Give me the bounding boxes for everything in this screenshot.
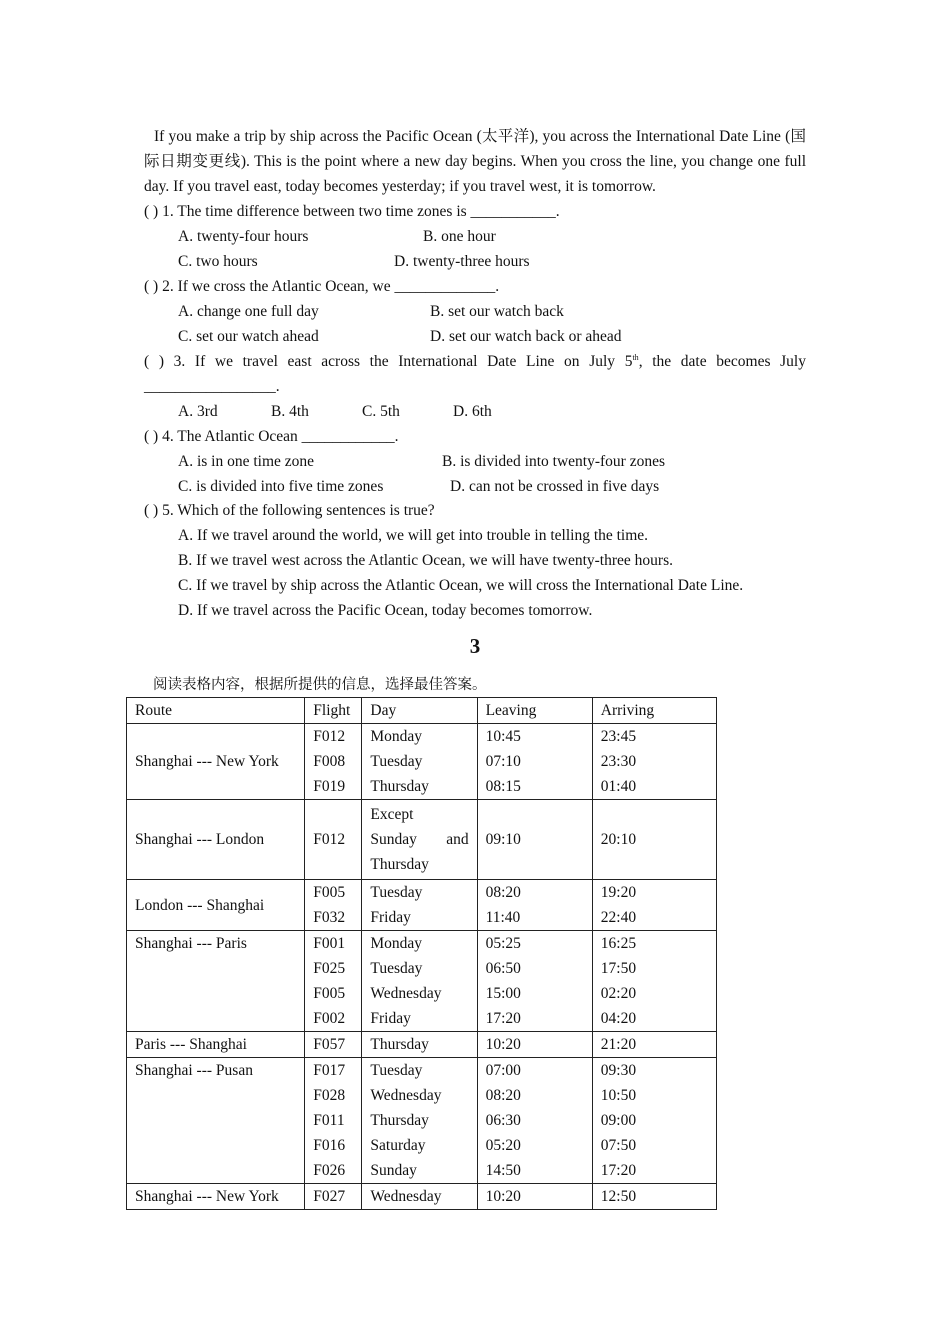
day-value: Thursday bbox=[370, 856, 429, 873]
leaving-time: 10:45 bbox=[485, 728, 521, 745]
table-row bbox=[127, 880, 717, 931]
arriving-time: 17:50 bbox=[600, 960, 637, 977]
flight-cell: F057 bbox=[305, 1032, 362, 1058]
arriving-time: 04:20 bbox=[600, 1010, 637, 1027]
arriving-time: 19:20 bbox=[600, 884, 637, 901]
day-cell bbox=[362, 800, 477, 880]
leaving-time: 07:10 bbox=[485, 753, 521, 770]
q5-option-b: B. If we travel west across the Atlantic Ocean, we will have twenty-three hours. bbox=[178, 552, 673, 569]
leaving-cell bbox=[477, 880, 592, 931]
q3-option-b: B. 4th bbox=[271, 403, 309, 420]
flight-number: F002 bbox=[313, 1010, 346, 1027]
flight-cell bbox=[305, 880, 362, 931]
reading-passage bbox=[144, 124, 806, 199]
header-route: Route bbox=[127, 698, 305, 724]
leaving-time: 08:20 bbox=[485, 1087, 521, 1104]
arriving-time: 10:50 bbox=[600, 1087, 637, 1104]
arriving-time: 23:30 bbox=[600, 753, 637, 770]
question-1: ( ) 1. The time difference between two time zones is ___________. bbox=[144, 203, 560, 220]
arriving-cell bbox=[592, 724, 716, 800]
q3-option-d: D. 6th bbox=[453, 403, 492, 420]
flight-cell: F027 bbox=[305, 1184, 362, 1210]
q3-option-a: A. 3rd bbox=[178, 403, 218, 420]
leaving-cell: 09:10 bbox=[477, 800, 592, 880]
route-cell: Shanghai --- New York bbox=[127, 724, 305, 800]
leaving-time: 05:25 bbox=[485, 935, 521, 952]
q3-option-c: C. 5th bbox=[362, 403, 400, 420]
arriving-cell: 12:50 bbox=[592, 1184, 716, 1210]
leaving-cell bbox=[477, 1058, 592, 1184]
table-row bbox=[127, 724, 717, 800]
arriving-time: 09:30 bbox=[600, 1062, 637, 1079]
q4-option-a: A. is in one time zone bbox=[178, 453, 315, 470]
flight-number: F008 bbox=[313, 753, 346, 770]
day-cell bbox=[362, 931, 477, 1032]
leaving-time: 17:20 bbox=[485, 1010, 521, 1027]
header-leaving: Leaving bbox=[477, 698, 592, 724]
flight-number: F026 bbox=[313, 1162, 346, 1179]
arriving-time: 17:20 bbox=[600, 1162, 637, 1179]
leaving-cell bbox=[477, 724, 592, 800]
day-value: Tuesday bbox=[370, 884, 423, 901]
day-cell: Wednesday bbox=[362, 1184, 477, 1210]
day-value: Tuesday bbox=[370, 960, 423, 977]
q3-superscript: th bbox=[632, 352, 639, 362]
q2-option-b: B. set our watch back bbox=[430, 303, 564, 320]
leaving-time: 07:00 bbox=[485, 1062, 521, 1079]
q3-blank-line: _________________. bbox=[144, 378, 280, 395]
leaving-time: 08:20 bbox=[485, 884, 521, 901]
day-value: Sunday bbox=[370, 1162, 417, 1179]
q2-option-c: C. set our watch ahead bbox=[178, 328, 319, 345]
arriving-cell bbox=[592, 931, 716, 1032]
arriving-time: 01:40 bbox=[600, 778, 637, 795]
q1-option-b: B. one hour bbox=[423, 228, 496, 245]
q1-option-a: A. twenty-four hours bbox=[178, 228, 309, 245]
flight-number: F017 bbox=[313, 1062, 346, 1079]
leaving-cell: 10:20 bbox=[477, 1184, 592, 1210]
day-value: Friday bbox=[370, 909, 411, 926]
passage-text: If you make a trip by ship across the Pacific Ocean (太平洋), you across the International Date Line (国际日期变更线). This is the point where a new day begins. When you cross the line, you change one full day. If you travel east, today becomes yesterday; if you travel west, it is tomorrow. bbox=[144, 128, 806, 195]
leaving-cell: 10:20 bbox=[477, 1032, 592, 1058]
route-cell: Shanghai --- Paris bbox=[127, 931, 305, 1032]
flight-number: F005 bbox=[313, 985, 346, 1002]
q1-option-c: C. two hours bbox=[178, 253, 258, 270]
question-4: ( ) 4. The Atlantic Ocean ____________. bbox=[144, 428, 399, 445]
table-row bbox=[127, 1184, 717, 1210]
leaving-time: 06:30 bbox=[485, 1112, 521, 1129]
leaving-time: 14:50 bbox=[485, 1162, 521, 1179]
arriving-cell bbox=[592, 880, 716, 931]
route-cell: London --- Shanghai bbox=[127, 880, 305, 931]
table-row bbox=[127, 1058, 717, 1184]
q5-option-c: C. If we travel by ship across the Atlantic Ocean, we will cross the International Date Line. bbox=[178, 577, 744, 594]
section-number: 3 bbox=[469, 634, 481, 658]
flight-number: F005 bbox=[313, 884, 346, 901]
day-cell bbox=[362, 724, 477, 800]
day-value: Wednesday bbox=[370, 1087, 442, 1104]
header-flight: Flight bbox=[305, 698, 362, 724]
table-row bbox=[127, 1032, 717, 1058]
route-cell: Shanghai --- London bbox=[127, 800, 305, 880]
route-cell: Paris --- Shanghai bbox=[127, 1032, 305, 1058]
flight-number: F011 bbox=[313, 1112, 345, 1129]
q3-text-end: , the date becomes July bbox=[638, 353, 806, 370]
flight-cell bbox=[305, 1058, 362, 1184]
day-value: Sunday and bbox=[370, 831, 469, 848]
q4-option-d: D. can not be crossed in five days bbox=[450, 478, 660, 495]
leaving-cell bbox=[477, 931, 592, 1032]
q2-option-a: A. change one full day bbox=[178, 303, 319, 320]
q2-option-d: D. set our watch back or ahead bbox=[430, 328, 622, 345]
flight-number: F001 bbox=[313, 935, 346, 952]
day-cell: Thursday bbox=[362, 1032, 477, 1058]
arriving-time: 23:45 bbox=[600, 728, 637, 745]
arriving-time: 09:00 bbox=[600, 1112, 637, 1129]
flight-number: F019 bbox=[313, 778, 346, 795]
day-value: Monday bbox=[370, 728, 423, 745]
leaving-time: 05:20 bbox=[485, 1137, 521, 1154]
arriving-time: 02:20 bbox=[600, 985, 637, 1002]
day-value: Wednesday bbox=[370, 985, 442, 1002]
q3-text-start: ( ) 3. If we travel east across the International Date Line on July 5 bbox=[144, 353, 633, 370]
arriving-time: 16:25 bbox=[600, 935, 637, 952]
leaving-time: 08:15 bbox=[485, 778, 521, 795]
day-value: Tuesday bbox=[370, 1062, 423, 1079]
arriving-cell: 21:20 bbox=[592, 1032, 716, 1058]
q4-option-c: C. is divided into five time zones bbox=[178, 478, 384, 495]
arriving-cell bbox=[592, 1058, 716, 1184]
day-value: Saturday bbox=[370, 1137, 426, 1154]
leaving-time: 15:00 bbox=[485, 985, 521, 1002]
route-cell: Shanghai --- New York bbox=[127, 1184, 305, 1210]
day-value: Thursday bbox=[370, 778, 429, 795]
question-5: ( ) 5. Which of the following sentences is true? bbox=[144, 502, 435, 519]
flight-number: F016 bbox=[313, 1137, 346, 1154]
question-3 bbox=[144, 349, 806, 374]
leaving-time: 06:50 bbox=[485, 960, 521, 977]
flight-cell: F012 bbox=[305, 800, 362, 880]
arriving-time: 07:50 bbox=[600, 1137, 637, 1154]
day-value: Tuesday bbox=[370, 753, 423, 770]
flight-schedule-table bbox=[126, 697, 717, 1210]
table-header-row bbox=[127, 698, 717, 724]
route-cell: Shanghai --- Pusan bbox=[127, 1058, 305, 1184]
header-arriving: Arriving bbox=[592, 698, 716, 724]
arriving-cell: 20:10 bbox=[592, 800, 716, 880]
flight-cell bbox=[305, 724, 362, 800]
q4-option-b: B. is divided into twenty-four zones bbox=[442, 453, 665, 470]
day-value: Thursday bbox=[370, 1112, 429, 1129]
q5-option-d: D. If we travel across the Pacific Ocean, today becomes tomorrow. bbox=[178, 602, 593, 619]
arriving-time: 22:40 bbox=[600, 909, 637, 926]
leaving-time: 11:40 bbox=[485, 909, 521, 926]
question-2: ( ) 2. If we cross the Atlantic Ocean, we _____________. bbox=[144, 278, 500, 295]
table-row bbox=[127, 800, 717, 880]
day-cell bbox=[362, 1058, 477, 1184]
header-day: Day bbox=[362, 698, 477, 724]
flight-number: F012 bbox=[313, 728, 346, 745]
flight-cell bbox=[305, 931, 362, 1032]
day-value: Monday bbox=[370, 935, 423, 952]
flight-number: F025 bbox=[313, 960, 346, 977]
flight-number: F032 bbox=[313, 909, 346, 926]
instruction-text: 阅读表格内容，根据所提供的信息，选择最佳答案。 bbox=[153, 677, 487, 693]
table-row bbox=[127, 931, 717, 1032]
q1-option-d: D. twenty-three hours bbox=[394, 253, 530, 270]
day-value: Friday bbox=[370, 1010, 411, 1027]
q5-option-a: A. If we travel around the world, we will get into trouble in telling the time. bbox=[178, 527, 649, 544]
day-value: Except bbox=[370, 806, 414, 823]
flight-number: F028 bbox=[313, 1087, 346, 1104]
day-cell bbox=[362, 880, 477, 931]
